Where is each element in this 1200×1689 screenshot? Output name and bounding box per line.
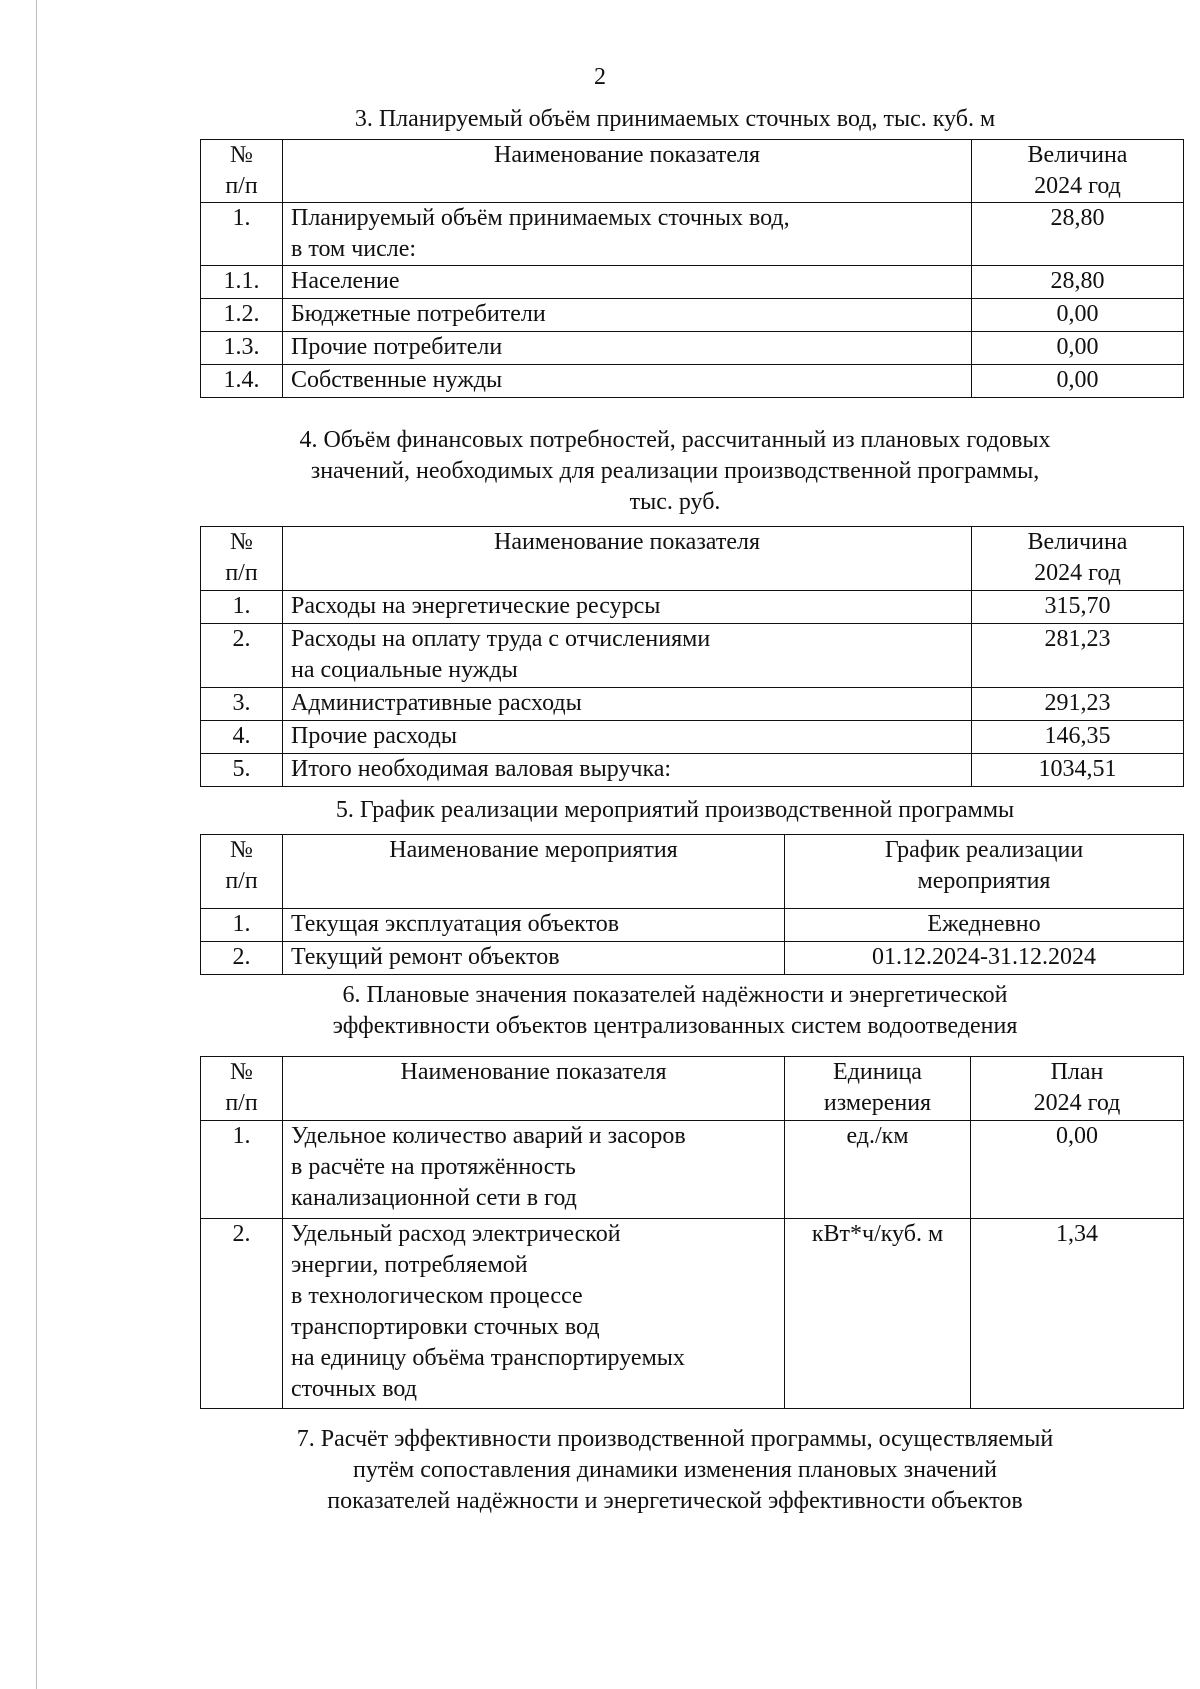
header-name: Наименование показателя [283, 527, 972, 591]
header-schedule: График реализации мероприятия [785, 835, 1184, 909]
table-row [201, 624, 1184, 688]
row-name-line: в расчёте на протяжённость [291, 1154, 576, 1180]
header-plan: План 2024 год [971, 1057, 1184, 1121]
table-header-row [201, 835, 1184, 909]
table-header-row [201, 140, 1184, 203]
row-name-line: энергии, потребляемой [291, 1252, 528, 1278]
row-num: 1. [201, 203, 283, 266]
row-name-line: Расходы на оплату труда с отчислениями [291, 626, 711, 652]
row-name [283, 624, 972, 688]
row-name: Расходы на энергетические ресурсы [283, 591, 972, 624]
row-name-line: в том числе: [291, 236, 417, 262]
row-name [283, 1121, 785, 1219]
row-name: Прочие расходы [283, 721, 972, 754]
header-num: № п/п [201, 527, 283, 591]
row-num: 3. [201, 688, 283, 721]
header-name: Наименование мероприятия [283, 835, 785, 909]
header-unit: Единица измерения [785, 1057, 971, 1121]
row-value: 315,70 [972, 591, 1184, 624]
row-name [283, 203, 972, 266]
table-row [201, 942, 1184, 975]
row-num: 5. [201, 754, 283, 787]
table-row [201, 909, 1184, 942]
row-name: Собственные нужды [283, 365, 972, 398]
row-num: 2. [201, 942, 283, 975]
row-num: 1.4. [201, 365, 283, 398]
table-row [201, 266, 1184, 299]
row-name-line: канализационной сети в год [291, 1185, 577, 1211]
row-value: 0,00 [972, 365, 1184, 398]
table-row [201, 591, 1184, 624]
section-3-title: 3. Планируемый объём принимаемых сточных вод, тыс. куб. м [354, 106, 996, 132]
row-name-line: транспортировки сточных вод [291, 1314, 600, 1340]
row-value: 28,80 [972, 203, 1184, 266]
header-name: Наименование показателя [283, 1057, 785, 1121]
table-row [201, 688, 1184, 721]
row-name-line: Планируемый объём принимаемых сточных вод, [291, 205, 790, 231]
section-7-title: 7. Расчёт эффективности производственной программы, осуществляемый путём сопоставления динамики изменения плановых значений показателей надёжности и энергетической эффективности объектов [296, 1426, 1054, 1514]
section-4-title: 4. Объём финансовых потребностей, рассчитанный из плановых годовых значений, необходимых для реализации производственной программы, тыс. руб. [299, 427, 1051, 515]
row-name-line: Удельный расход электрической [291, 1221, 621, 1247]
section-5-title: 5. График реализации мероприятий производственной программы [335, 797, 1015, 823]
row-num: 1. [201, 909, 283, 942]
row-num: 2. [201, 1219, 283, 1409]
row-num: 1.3. [201, 332, 283, 365]
row-name: Текущая эксплуатация объектов [283, 909, 785, 942]
table-row [201, 1219, 1184, 1409]
row-schedule: 01.12.2024-31.12.2024 [785, 942, 1184, 975]
row-value: 0,00 [972, 332, 1184, 365]
row-plan: 1,34 [971, 1219, 1184, 1409]
header-value: Величина 2024 год [972, 140, 1184, 203]
section-5-table [200, 834, 1184, 975]
table-row [201, 754, 1184, 787]
page-margin-line [36, 0, 37, 1689]
row-name: Бюджетные потребители [283, 299, 972, 332]
row-name: Административные расходы [283, 688, 972, 721]
row-unit: кВт*ч/куб. м [785, 1219, 971, 1409]
row-name-line: Удельное количество аварий и засоров [291, 1123, 686, 1149]
row-name-line: на социальные нужды [291, 657, 518, 683]
row-name: Население [283, 266, 972, 299]
row-num: 1. [201, 591, 283, 624]
header-value: Величина 2024 год [972, 527, 1184, 591]
row-name: Прочие потребители [283, 332, 972, 365]
section-6-title: 6. Плановые значения показателей надёжности и энергетической эффективности объектов централизованных систем водоотведения [332, 982, 1018, 1039]
table-row [201, 332, 1184, 365]
header-name: Наименование показателя [283, 140, 972, 203]
row-schedule: Ежедневно [785, 909, 1184, 942]
header-num: № п/п [201, 835, 283, 909]
table-row [201, 1121, 1184, 1219]
row-value: 28,80 [972, 266, 1184, 299]
section-3-table [200, 139, 1184, 398]
row-value: 291,23 [972, 688, 1184, 721]
section-6-table [200, 1056, 1184, 1409]
section-4-table [200, 526, 1184, 787]
row-value: 0,00 [972, 299, 1184, 332]
row-name-line: на единицу объёма транспортируемых [291, 1345, 685, 1371]
row-name [283, 1219, 785, 1409]
row-name-line: сточных вод [291, 1376, 417, 1402]
row-value: 281,23 [972, 624, 1184, 688]
page-number: 2 [594, 64, 606, 90]
row-num: 2. [201, 624, 283, 688]
row-num: 1.2. [201, 299, 283, 332]
row-name: Итого необходимая валовая выручка: [283, 754, 972, 787]
header-num: № п/п [201, 1057, 283, 1121]
table-row [201, 299, 1184, 332]
table-header-row [201, 527, 1184, 591]
header-num: № п/п [201, 140, 283, 203]
row-unit: ед./км [785, 1121, 971, 1219]
row-num: 1.1. [201, 266, 283, 299]
row-name: Текущий ремонт объектов [283, 942, 785, 975]
row-value: 146,35 [972, 721, 1184, 754]
table-row [201, 365, 1184, 398]
row-name-line: в технологическом процессе [291, 1283, 583, 1309]
row-value: 1034,51 [972, 754, 1184, 787]
row-num: 1. [201, 1121, 283, 1219]
table-row [201, 203, 1184, 266]
row-plan: 0,00 [971, 1121, 1184, 1219]
row-num: 4. [201, 721, 283, 754]
table-header-row [201, 1057, 1184, 1121]
table-row [201, 721, 1184, 754]
